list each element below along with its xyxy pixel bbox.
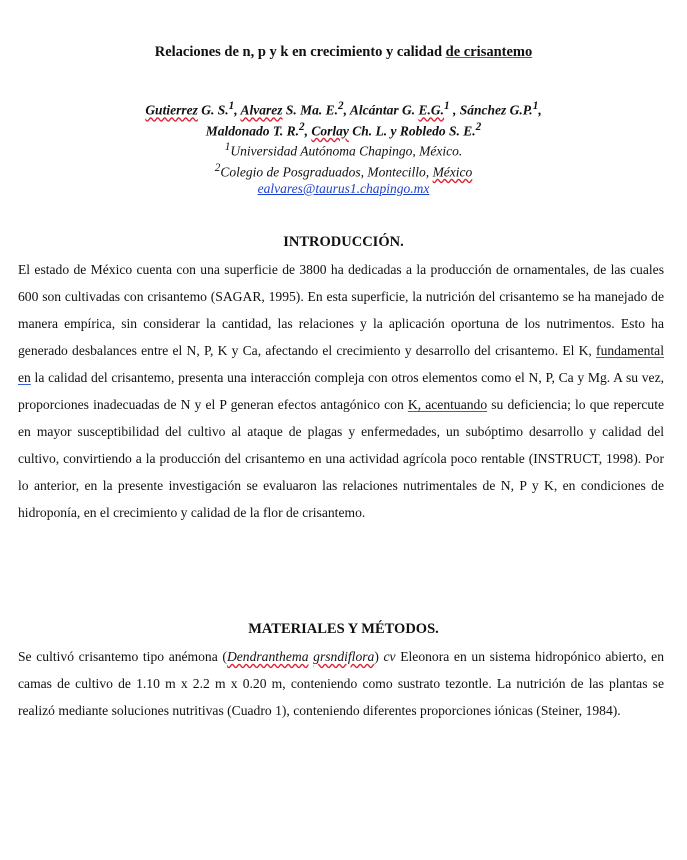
- introduction-paragraph: [18, 256, 664, 526]
- affiliation-text: Universidad Autónoma Chapingo, México.: [230, 143, 463, 159]
- authors-line-2: [0, 119, 687, 140]
- author-surname-gutierrez: Gutierrez: [145, 102, 198, 118]
- affil-marker: 2: [338, 100, 344, 112]
- methods-text: ): [374, 649, 384, 664]
- affil-marker: 1: [224, 141, 231, 153]
- intro-text: El estado de México cuenta con una superficie de 3800 ha dedicadas a la producción de ornamentales, de las cuales 600 son cultivadas con crisantemo (SAGAR, 1995). En esta superficie, la nutrición del crisantemo se ha manejado de manera empírica, sin considerar la cantidad, las relaciones y la aplicación oportuna de los nutrimentos. Esto ha generado desbalances entre el N, P, K y Ca, afectando el crecimiento y desarrollo del crisantemo. El K,: [18, 262, 664, 358]
- author-initials: S. Ma. E.: [282, 102, 338, 118]
- introduction-heading: INTRODUCCIÓN.: [283, 234, 404, 250]
- methods-heading: MATERIALES Y MÉTODOS.: [248, 621, 439, 637]
- affil-marker: 1: [532, 100, 539, 112]
- affiliation-2: [0, 160, 687, 181]
- affil-marker: 2: [475, 120, 482, 133]
- affiliation-1: [0, 139, 687, 160]
- methods-text: Se cultivó crisantemo tipo anémona (: [18, 649, 227, 664]
- intro-underlined-phrase: K, acentuando: [407, 397, 488, 412]
- intro-text: la calidad del crisantemo, presenta una interacción compleja con otros elementos como el N, P, Ca y Mg. A su vez, proporciones inadecuadas de N y el P generan efectos antagónico con: [18, 370, 664, 412]
- email-line: [0, 180, 687, 197]
- methods-paragraph: [18, 643, 664, 724]
- intro-underlined-phrase: fundamental en: [18, 343, 664, 385]
- affil-marker: 1: [228, 100, 235, 112]
- intro-text: su deficiencia; lo que repercute en mayor susceptibilidad del cultivo al ataque de plagas y enfermedades, un subóptimo desarrollo y calidad del cultivo, convirtiendo a la producción del crisantemo en una actividad agrícola poco rentable (INSTRUCT, 1998). Por lo anterior, en la presente investigación se evaluaron las relaciones nutrimentales de N, P y K, en condiciones de hidroponía, en el crecimiento y calidad de la flor de crisantemo.: [18, 397, 665, 520]
- affil-marker: 2: [214, 161, 221, 174]
- author-initials: G. S.: [197, 102, 229, 118]
- methods-text: Eleonora en un sistema hidropónico abierto, en camas de cultivo de 1.10 m x 2.2 m x 0.20 m, conteniendo como sustrato tezontle. La nutrición de las plantas se realizó mediante soluciones nutritivas (Cuadro 1), conteniendo diferentes proporciones iónicas (Steiner, 1984).: [18, 649, 664, 718]
- affil-marker: 2: [299, 120, 305, 133]
- author-block: [0, 98, 687, 197]
- affiliation-country: México: [432, 164, 473, 179]
- author-surname-corlay: Corlay: [311, 123, 349, 138]
- title-end: de crisantemo: [445, 44, 533, 60]
- affiliation-text: Colegio de Posgraduados, Montecillo,: [220, 164, 433, 179]
- author-name: , Alcántar G.: [343, 102, 419, 118]
- separator: ,: [234, 102, 241, 118]
- author-surname-alvarez: Alvarez: [240, 102, 283, 118]
- title-main: Relaciones de n, p y k en crecimiento y calidad: [154, 44, 446, 60]
- affil-marker: 1: [444, 100, 450, 112]
- author-name: , Sánchez G.P.: [449, 102, 533, 118]
- species-epithet: grsndiflora: [313, 649, 375, 664]
- author-email-link[interactable]: ealvares@taurus1.chapingo.mx: [257, 181, 430, 196]
- authors-line-1: [0, 98, 687, 119]
- author-name: Ch. L. y Robledo S. E.: [348, 123, 476, 138]
- paper-title: [0, 44, 687, 61]
- separator: ,: [538, 102, 542, 118]
- author-initials: E.G.: [418, 102, 445, 118]
- species-genus: Dendranthema: [226, 649, 309, 664]
- separator: ,: [304, 123, 312, 138]
- author-name: Maldonado T. R.: [205, 123, 299, 138]
- cultivar-abbrev: cv: [383, 649, 396, 664]
